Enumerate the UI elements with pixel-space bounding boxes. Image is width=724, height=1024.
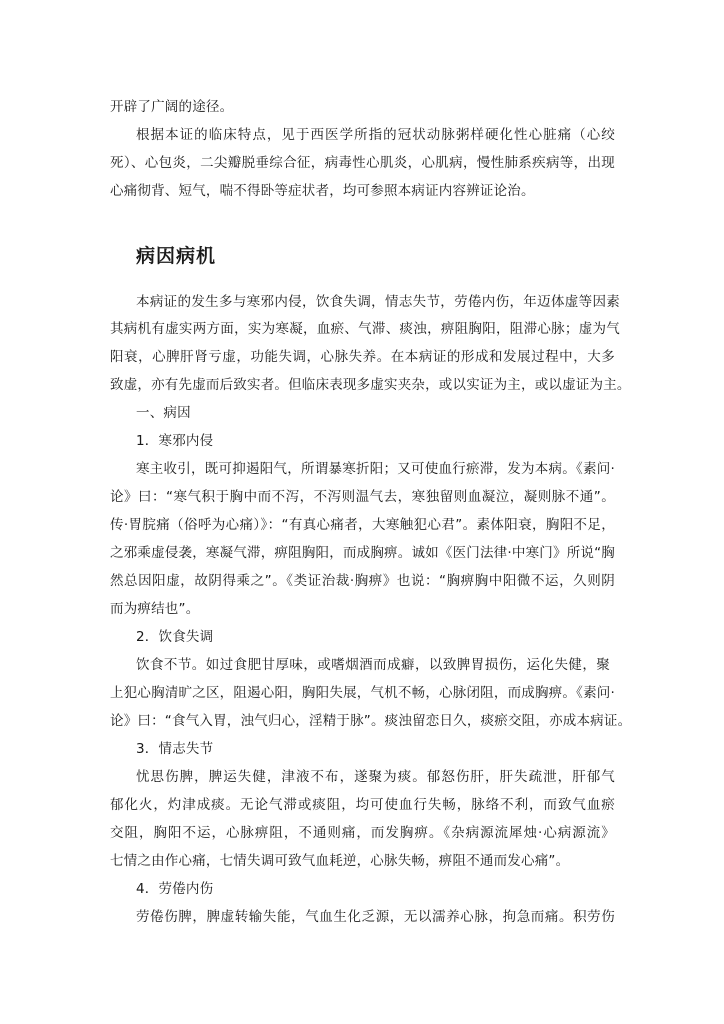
item-line: 而为痹结也”。 bbox=[110, 601, 200, 617]
overview-line: 阳衰，心脾肝肾亏虚，功能失调，心脉失养。在本病证的形成和发展过程中，大多 bbox=[110, 349, 615, 365]
item-line: 郁化火，灼津成痰。无论气滞或痰阻，均可使血行失畅，脉络不利，而致气血瘀 bbox=[110, 797, 615, 813]
item-line: 传·胃脘痛（俗呼为心痛）》：“有真心痛者，大寒触犯心君”。素体阳衰，胸阳不足， bbox=[110, 517, 615, 533]
item-line: 论》曰：“寒气积于胸中而不泻，不泻则温气去，寒独留则血凝泣，凝则脉不通”。 bbox=[110, 489, 615, 505]
overview-line: 致虚，亦有先虚而后致实者。但临床表现多虚实夹杂，或以实证为主，或以虚证为主。 bbox=[110, 377, 631, 393]
item-line: 饮食不节。如过食肥甘厚味，或嗜烟酒而成癖，以致脾胃损伤，运化失健，聚 bbox=[136, 657, 610, 673]
intro-line: 根据本证的临床特点，见于西医学所指的冠状动脉粥样硬化性心脏痛（心绞 bbox=[136, 127, 615, 143]
item-line: 之邪乘虚侵袭，寒凝气滞，痹阻胸阳，而成胸痹。诚如《医门法律·中寒门》所说“胸 bbox=[110, 545, 615, 561]
intro-line: 心痛彻背、短气，喘不得卧等症状者，均可参照本病证内容辨证论治。 bbox=[110, 183, 535, 199]
item-line: 交阻，胸阳不运，心脉痹阻，不通则痛，而发胸痹。《杂病源流犀烛·心病源流》 bbox=[110, 825, 615, 841]
item-line: 上犯心胸清旷之区，阻遏心阳，胸阳失展，气机不畅，心脉闭阻，而成胸痹。《素问· bbox=[110, 685, 615, 701]
overview-line: 其病机有虚实两方面，实为寒凝，血瘀、气滞、痰浊，痹阻胸阳，阻滞心脉；虚为气 bbox=[110, 321, 620, 337]
section-heading: 病因病机 bbox=[136, 245, 217, 267]
item-line: 忧思伤脾，脾运失健，津液不布，遂聚为痰。郁怒伤肝，肝失疏泄，肝郁气 bbox=[136, 769, 615, 785]
intro-line: 死）、心包炎，二尖瓣脱垂综合征，病毒性心肌炎，心肌病，慢性肺系疾病等，出现 bbox=[110, 155, 615, 171]
subsection-heading: 一、病因 bbox=[136, 405, 191, 421]
item-line: 寒主收引，既可抑遏阳气，所谓暴寒折阳；又可使血行瘀滞，发为本病。《素问· bbox=[136, 461, 615, 477]
item-heading: 4．劳倦内伤 bbox=[136, 881, 214, 897]
item-heading: 3．情志失节 bbox=[136, 741, 214, 757]
item-heading: 1．寒邪内侵 bbox=[136, 433, 214, 449]
intro-line: 开辟了广阔的途径。 bbox=[110, 99, 234, 115]
item-line: 劳倦伤脾，脾虚转输失能，气血生化乏源，无以濡养心脉，拘急而痛。积劳伤 bbox=[136, 909, 615, 925]
overview-line: 本病证的发生多与寒邪内侵，饮食失调，情志失节，劳倦内伤，年迈体虚等因素 bbox=[136, 294, 620, 310]
item-line: 七情之由作心痛，七情失调可致气血耗逆，心脉失畅，痹阻不通而发心痛”。 bbox=[110, 853, 570, 869]
item-line: 论》曰：“食气入胃，浊气归心，淫精于脉”。痰浊留恋日久，痰瘀交阻，亦成本病证。 bbox=[110, 713, 632, 729]
item-line: 然总因阳虚，故阴得乘之”。《类证治裁·胸痹》也说：“胸痹胸中阳微不运，久则阴 bbox=[110, 573, 615, 589]
item-heading: 2．饮食失调 bbox=[136, 629, 214, 645]
